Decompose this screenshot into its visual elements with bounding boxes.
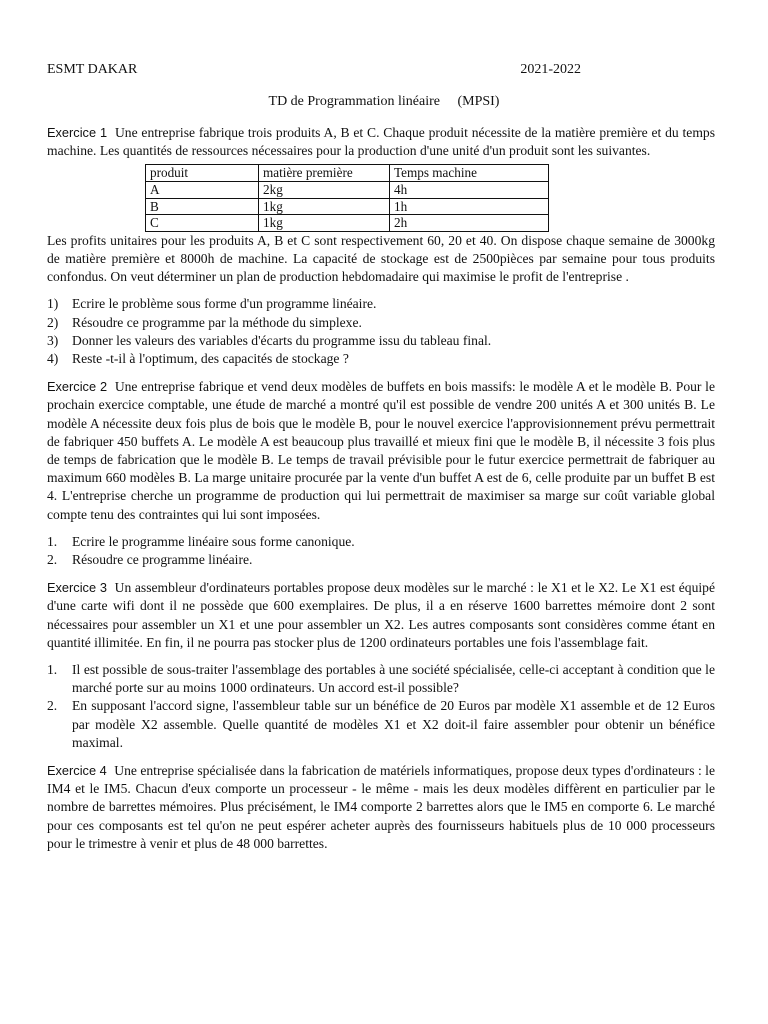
table-row [146, 215, 549, 232]
exercise-2-questions [47, 533, 715, 569]
question-text: Résoudre ce programme linéaire. [72, 552, 253, 568]
academic-year: 2021-2022 [520, 62, 581, 77]
question-text: Reste -t-il à l'optimum, des capacités de stockage ? [72, 351, 349, 366]
table-cell: 1h [390, 198, 549, 215]
question-text: Résoudre ce programme par la méthode du simplexe. [72, 314, 362, 330]
exercise-2-label: Exercice 2 [47, 379, 108, 395]
exercise-1 [47, 124, 715, 368]
school-name: ESMT DAKAR [47, 62, 138, 77]
table-cell: 2kg [259, 182, 390, 199]
table-cell: 1kg [259, 198, 390, 215]
exercise-4-text: Une entreprise spécialisée dans la fabrication de matériels informatiques, propose deux types d'ordinateurs : le IM4 et le IM5. Chacun d'eux comporte un processeur - le même - mais les deux modèles diffèrent en particulier par le nombre de barrettes mémoires. Plus précisément, le IM4 comporte 2 barrettes alors que le IM5 en comporte 6. Le marché pour ces composants est tel qu'on ne peut espérer acheter auprès des fournisseurs habituels plus de 10 000 processeurs pour le trimestre à venir et plus de 48 000 barrettes. [47, 763, 715, 851]
list-item [47, 533, 715, 551]
table-header-cell: Temps machine [390, 165, 549, 182]
exercise-2-text-block [47, 378, 715, 524]
exercise-3-label: Exercice 3 [47, 580, 107, 596]
question-text: Ecrire le problème sous forme d'un programme linéaire. [72, 296, 377, 312]
table-header-cell: matière première [259, 165, 390, 182]
exercise-1-questions [47, 295, 715, 368]
table-cell: C [146, 215, 259, 232]
list-number: 2) [47, 314, 59, 330]
table-row [146, 182, 549, 199]
question-text: Il est possible de sous-traiter l'assemblage des portables à une société spécialisée, celle-ci acceptant à condition que le marché porte sur au moins 1000 ordinateurs. Un accord est-il possible? [72, 662, 715, 696]
exercise-3-text: Un assembleur d'ordinateurs portables propose deux modèles sur le marché : le X1 et le X2. Le X1 est équipé d'une carte wifi dont il ne possède que 600 exemplaires. De plus, il a en réserve 1600 barrettes mémoire dont 2 sont nécessaires pour assembler un X1 et une pour assembler un X2. Les autres composants sont considères comme étant en quantité illimitée. En fin, il ne pourra pas stocker plus de 1200 ordinateurs portables une fois l'assemblage fait. [47, 580, 715, 650]
exercise-3-text-block [47, 579, 715, 652]
table-header-cell: produit [146, 165, 259, 182]
table-cell: 4h [390, 182, 549, 199]
document-body [47, 124, 715, 853]
exercise-1-intro-text: Une entreprise fabrique trois produits A, B et C. Chaque produit nécessite de la matière première et du temps machine. Les quantités de ressources nécessaires pour la production d'une unité d'un produit sont les suivantes. [47, 125, 715, 159]
table-row [146, 198, 549, 215]
list-item [47, 314, 715, 332]
list-item [47, 350, 715, 368]
exercise-2 [47, 378, 715, 569]
table-cell: 1kg [259, 215, 390, 232]
list-number: 1. [47, 662, 58, 678]
list-item [47, 295, 715, 313]
question-text: En supposant l'accord signe, l'assembleur table sur un bénéfice de 20 Euros par modèle X1 assemble et de 12 Euros par modèle X2 assemble. Quelle quantité de modèles X1 et X2 doit-il faire assembler pour obtenir un bénéfice maximal. [72, 698, 715, 750]
list-item [47, 697, 715, 752]
list-number: 3) [47, 332, 59, 348]
exercise-3-questions [47, 661, 715, 752]
exercise-1-intro [47, 124, 715, 160]
exercise-4-text-block [47, 762, 715, 853]
list-number: 1) [47, 296, 59, 312]
list-item [47, 661, 715, 697]
exercise-4-label: Exercice 4 [47, 763, 107, 779]
resources-table [145, 164, 549, 231]
question-text: Ecrire le programme linéaire sous forme canonique. [72, 533, 355, 549]
exercise-1-body: Les profits unitaires pour les produits A, B et C sont respectivement 60, 20 et 40. On dispose chaque semaine de 3000kg de matière première et 8000h de machine. La capacité de stockage est de 2500pièces par semaine pour tous produits confondus. On veut déterminer un plan de production hebdomadaire qui maximise le profit de l'entreprise . [47, 232, 715, 285]
document-title: TD de Programmation linéaire (MPSI) [268, 94, 500, 109]
list-number: 1. [47, 533, 58, 549]
list-number: 2. [47, 552, 58, 568]
table-header-row [146, 165, 549, 182]
question-text: Donner les valeurs des variables d'écarts du programme issu du tableau final. [72, 332, 492, 348]
exercise-1-label: Exercice 1 [47, 125, 108, 140]
list-number: 4) [47, 351, 59, 366]
list-number: 2. [47, 698, 58, 714]
list-item [47, 551, 715, 569]
list-item [47, 332, 715, 350]
table-cell: A [146, 182, 259, 199]
table-cell: 2h [390, 215, 549, 232]
exercise-2-text: Une entreprise fabrique et vend deux modèles de buffets en bois massifs: le modèle A et le modèle B. Pour le prochain exercice comptable, une étude de marché a montré qu'il est possible de vendre 200 unités A et 300 unités B. Le modèle A nécessite deux fois plus de bois que le modèle B, pour le nouvel exercice l'approvisionnement prévu permettrait de fabriquer 450 buffets A. Le modèle A est beaucoup plus travaillé et mieux fini que le modèle B, il nécessite 3 fois plus de temps de fabrication que le modèle B. Le temps de travail prévisible pour le futur exercice permettrait de fabriquer au maximum 660 modèles B. La marge unitaire procurée par la vente d'un buffet A est de 6, celle produite par un buffet B est 4. L'entreprise cherche un programme de production qui lui permettrait de maximiser sa marge sur coût variable global compte tenu des contraintes qui lui sont imposées. [47, 379, 715, 522]
table-cell: B [146, 198, 259, 215]
exercise-4 [47, 762, 715, 853]
exercise-3 [47, 579, 715, 752]
